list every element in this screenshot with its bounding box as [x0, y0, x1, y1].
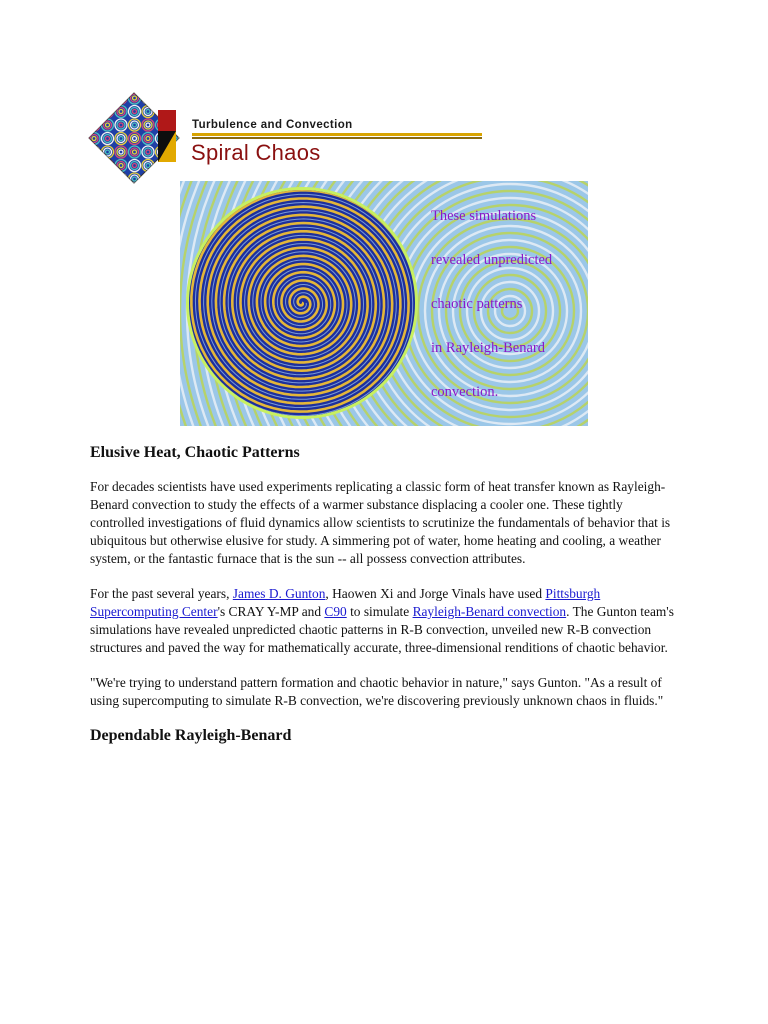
text-span: to simulate	[346, 604, 413, 619]
caption-line: in Rayleigh-Benard	[431, 340, 545, 356]
caption-line: convection.	[431, 384, 499, 400]
caption-line: revealed unpredicted	[431, 252, 553, 268]
link-james-gunton[interactable]: James D. Gunton	[232, 586, 326, 601]
link-rayleigh-benard-convection[interactable]: Rayleigh-Benard convection	[412, 604, 567, 619]
banner-subtitle: Turbulence and Convection	[192, 119, 353, 131]
article	[90, 444, 680, 761]
banner-title: Spiral Chaos	[191, 140, 321, 165]
section-heading-elusive-heat: Elusive Heat, Chaotic Patterns	[90, 444, 300, 461]
paragraph-researchers	[90, 585, 680, 657]
banner-rule	[192, 133, 482, 136]
banner-rule-shadow	[192, 137, 482, 139]
section-heading-dependable: Dependable Rayleigh-Benard	[90, 727, 292, 744]
banner-accent-block	[158, 110, 176, 162]
link-c90[interactable]: C90	[324, 604, 347, 619]
caption-line: chaotic patterns	[431, 296, 523, 312]
link-pittsburgh-supercomputing-center[interactable]: Pittsburgh Supercomputing Center	[90, 586, 601, 619]
simulation-caption	[431, 205, 581, 425]
text-span: For the past several years,	[90, 586, 233, 601]
text-span: , Haowen Xi and Jorge Vinals have used	[325, 586, 546, 601]
paragraph-intro: For decades scientists have used experiments replicating a classic form of heat transfer known as Rayleigh-Benard convection to study the effects of a warmer substance displacing a cooler one. These tightly controlled investigations of fluid dynamics allow scientists to scrutinize the fundamentals of behavior that is ubiquitous but otherwise elusive for study. A simmering pot of water, home heating and cooling, a weather system, or the fantastic furnace that is the sun -- all possess convection attributes.	[90, 479, 671, 566]
text-span: . The Gunton team's simulations have revealed unpredicted chaotic patterns in R-B convection, unveiled new R-B convection structures and paved the way for mathematically accurate, three-dimensional renditions of chaotic behavior.	[90, 604, 674, 655]
paragraph-quote: "We're trying to understand pattern formation and chaotic behavior in nature," says Gunton. "As a result of using supercomputing to simulate R-B convection, we're discovering previously unknown chaos in fluids."	[90, 675, 664, 708]
caption-line: These simulations	[431, 208, 537, 224]
text-span: 's CRAY Y-MP and	[217, 604, 325, 619]
